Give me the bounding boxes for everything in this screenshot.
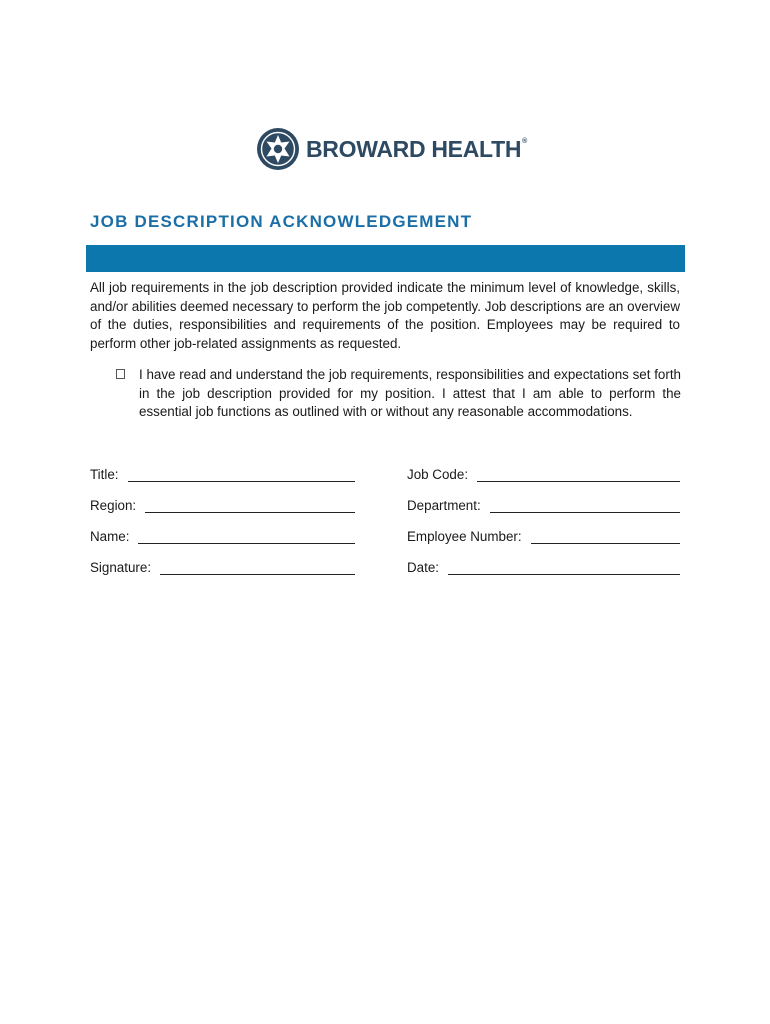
broward-health-logo — [256, 127, 527, 171]
date-field[interactable] — [407, 555, 680, 575]
date-input-line[interactable] — [448, 560, 680, 575]
employee-number-input-line[interactable] — [531, 529, 680, 544]
department-input-line[interactable] — [490, 498, 680, 513]
star-badge-icon — [256, 127, 300, 171]
employee-number-field[interactable] — [407, 524, 680, 544]
field-label: Employee Number: — [407, 529, 522, 544]
header-band — [86, 245, 685, 272]
field-label: Job Code: — [407, 467, 469, 482]
registered-mark: ® — [522, 137, 527, 145]
title-field[interactable] — [90, 462, 355, 482]
acknowledgement-checkbox[interactable] — [116, 369, 125, 379]
job-code-input-line[interactable] — [477, 467, 680, 482]
logo-wordmark-text: BROWARD HEALTH — [306, 135, 522, 162]
name-field[interactable] — [90, 524, 355, 544]
field-label: Name: — [90, 529, 130, 544]
title-input-line[interactable] — [128, 467, 355, 482]
region-input-line[interactable] — [145, 498, 355, 513]
job-code-field[interactable] — [407, 462, 680, 482]
field-label: Title: — [90, 467, 119, 482]
page-title: JOB DESCRIPTION ACKNOWLEDGEMENT — [90, 212, 473, 231]
name-input-line[interactable] — [138, 529, 355, 544]
intro-paragraph: All job requirements in the job description provided indicate the minimum level of knowledge, skills, and/or abilities deemed necessary to perform the job competently. Job descriptions are an overview of the duties, responsibilities and requirements of the position. Employees may be required to perform other job-related assignments as requested. — [90, 280, 680, 351]
field-label: Region: — [90, 498, 137, 513]
field-label: Department: — [407, 498, 481, 513]
signature-field[interactable] — [90, 555, 355, 575]
region-field[interactable] — [90, 493, 355, 513]
logo-wordmark — [306, 136, 527, 163]
field-label: Signature: — [90, 560, 152, 575]
signature-input-line[interactable] — [160, 560, 355, 575]
department-field[interactable] — [407, 493, 680, 513]
acknowledgement-text: I have read and understand the job requirements, responsibilities and expectations set forth in the job description provided for my position. I attest that I am able to perform the essential job functions as outlined with or without any reasonable accommodations. — [139, 367, 681, 420]
field-label: Date: — [407, 560, 440, 575]
